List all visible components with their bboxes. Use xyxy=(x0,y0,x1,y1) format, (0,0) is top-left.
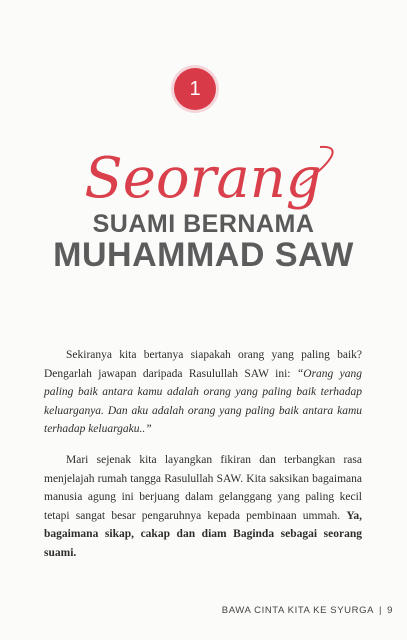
page-footer xyxy=(222,605,393,616)
paragraph-1-hadith: “Orang yang paling baik antara kamu adalah orang yang paling baik terhadap keluarganya. Dan aku adalah orang yang paling baik antara kamu terhadap keluargaku..” xyxy=(44,367,363,436)
footer-book-title: BAWA CINTA KITA KE SYURGA xyxy=(221,605,375,616)
chapter-number-badge xyxy=(174,68,216,110)
paragraph-1 xyxy=(44,346,362,439)
paragraph-1-plain: Sekiranya kita bertanya siapakah orang yang paling baik? Dengarlah jawapan daripada Rasulullah SAW ini: xyxy=(44,349,362,380)
chapter-number: 1 xyxy=(189,77,201,100)
paragraph-2-plain: Mari sejenak kita layangkan fikiran dan terbangkan rasa menjelajah rumah tangga Rasulullah SAW. Kita saksikan bagaimana manusia agung ini berjuang dalam gelanggang yang paling kecil tetapi sangat besar pengaruhnya kepada pembinaan ummah. xyxy=(44,453,362,522)
paragraph-2 xyxy=(44,451,362,563)
page-number: 9 xyxy=(387,605,393,616)
title-line-1: SUAMI BERNAMA xyxy=(92,210,315,238)
paragraph-2-bold: Ya, bagaimana sikap, cakap dan diam Baginda sebagai seorang suami. xyxy=(44,509,362,559)
footer-separator: | xyxy=(379,605,383,616)
body-text xyxy=(44,346,362,575)
title-line-2: MUHAMMAD SAW xyxy=(53,236,354,274)
script-title-text: Seorang xyxy=(84,146,322,211)
